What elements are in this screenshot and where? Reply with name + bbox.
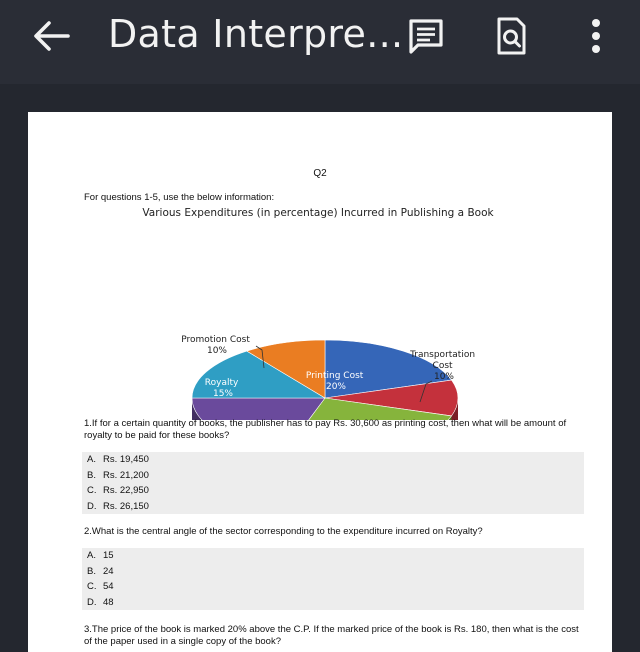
- q1-option-b[interactable]: B. Rs. 21,200: [87, 469, 149, 481]
- question-header: Q2: [313, 168, 327, 179]
- label-royalty-value: 15%: [212, 389, 234, 399]
- app-title: Data Interpre...: [108, 12, 404, 56]
- q2-option-b[interactable]: B. 24: [87, 565, 114, 577]
- q2-option-a[interactable]: A. 15: [87, 550, 114, 561]
- app-bar: [0, 0, 640, 84]
- q1-option-d[interactable]: D. Rs. 26,150: [87, 500, 149, 512]
- document-page: [28, 112, 612, 652]
- label-transportation-value: 10%: [433, 372, 455, 382]
- intro-text: For questions 1-5, use the below information:: [84, 192, 275, 203]
- question-2: 2.What is the central angle of the sector corresponding to the expenditure incurred on Royalty?: [84, 526, 483, 537]
- q1-option-a[interactable]: A. Rs. 19,450: [87, 454, 149, 465]
- pie-chart: [28, 200, 612, 420]
- q1-option-c[interactable]: C. Rs. 22,950: [87, 485, 149, 497]
- back-arrow-icon[interactable]: [30, 18, 72, 54]
- q1-options: [82, 452, 584, 514]
- question-3: 3.The price of the book is marked 20% above the C.P. If the marked price of the book is Rs. 180, then what is the cost of the paper used in a single copy of the book?: [84, 624, 579, 647]
- label-royalty: Royalty 15%: [204, 378, 239, 399]
- chart-title: Various Expenditures (in percentage) Incurred in Publishing a Book: [142, 207, 494, 219]
- label-promotion-value: 10%: [206, 346, 228, 356]
- pie-slice-3: [192, 398, 325, 420]
- question-1: 1.If for a certain quantity of books, the publisher has to pay Rs. 30,600 as printing cost, then what will be amount of royalty to be paid for these books?: [84, 418, 567, 441]
- label-promotion: Promotion Cost 10%: [181, 335, 250, 356]
- q2-option-d[interactable]: D. 48: [87, 596, 114, 608]
- comments-icon[interactable]: [406, 16, 446, 56]
- q2-option-c[interactable]: C. 54: [87, 581, 114, 593]
- more-options-icon[interactable]: [578, 16, 614, 56]
- q2-options: [82, 548, 584, 610]
- label-printing-value: 20%: [325, 382, 347, 392]
- label-transportation: Transportation Cost 10%: [410, 350, 476, 382]
- label-printing: Printing Cost 20%: [305, 371, 364, 392]
- search-document-icon[interactable]: [491, 16, 531, 56]
